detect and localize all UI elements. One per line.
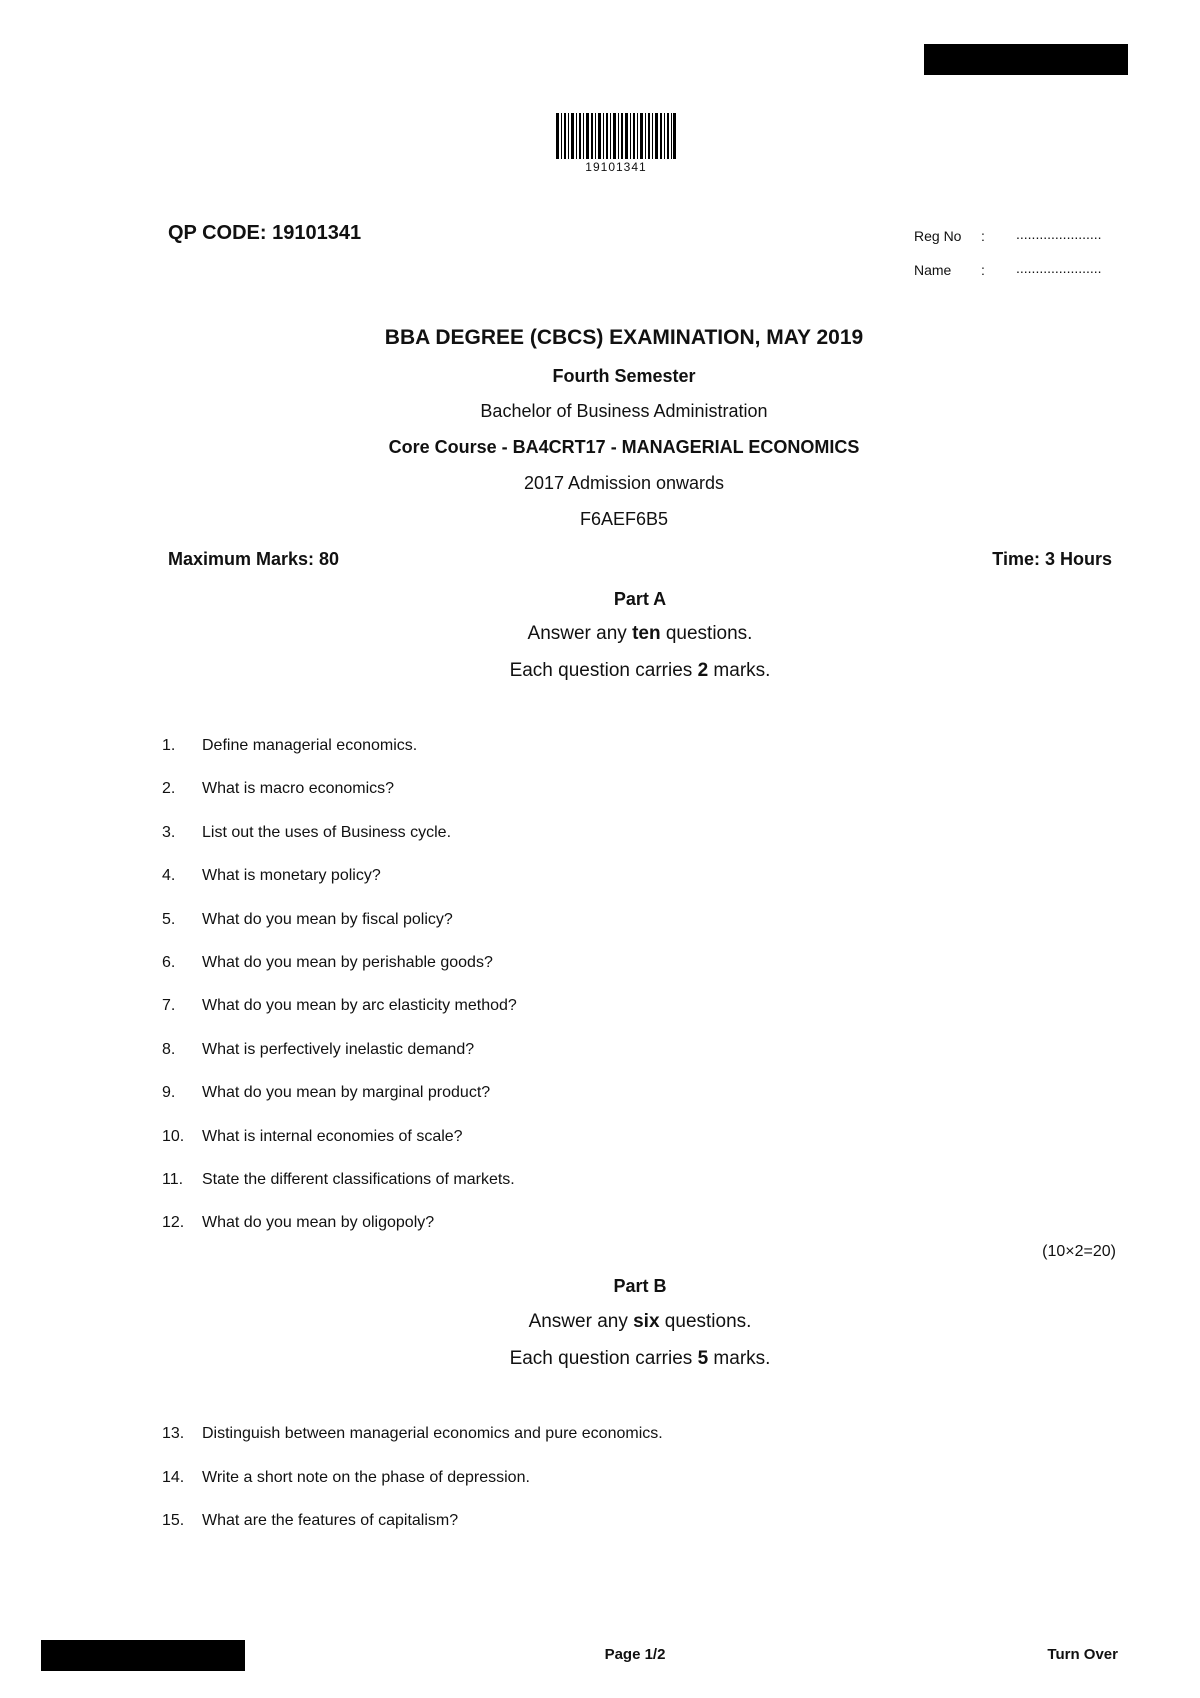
- name-colon: :: [981, 262, 985, 278]
- question-item: [162, 997, 517, 1015]
- question-number: 4.: [162, 867, 176, 884]
- reg-no-colon: :: [981, 228, 985, 244]
- barcode-number: 19101341: [585, 160, 647, 174]
- question-number: 7.: [162, 997, 176, 1014]
- part-a-marks-note: [40, 660, 1200, 682]
- redaction-top-right: [924, 44, 1128, 75]
- question-number: 6.: [162, 954, 176, 971]
- question-item: [162, 1469, 530, 1487]
- part-a-marks-post: marks.: [708, 660, 771, 681]
- part-a-instruction: [40, 623, 1200, 645]
- question-text: What is internal economies of scale?: [202, 1128, 463, 1145]
- question-text: What are the features of capitalism?: [202, 1512, 459, 1529]
- part-b-instruction-count: six: [633, 1311, 660, 1332]
- part-a-title: Part A: [613, 589, 667, 609]
- part-a-marks-pre: Each question carries: [509, 660, 698, 681]
- question-item: [162, 780, 394, 798]
- question-text: What do you mean by perishable goods?: [202, 954, 493, 971]
- question-text: List out the uses of Business cycle.: [202, 824, 452, 841]
- admission: 2017 Admission onwards: [523, 473, 725, 493]
- question-number: 9.: [162, 1084, 176, 1101]
- question-number: 8.: [162, 1041, 176, 1058]
- part-a-instruction-count: ten: [632, 623, 661, 644]
- question-item: [162, 1214, 434, 1232]
- part-a-marks-value: 2: [697, 660, 709, 681]
- question-number: 2.: [162, 780, 176, 797]
- question-number: 13.: [162, 1425, 185, 1442]
- question-text: Distinguish between managerial economics and pure economics.: [202, 1425, 663, 1442]
- part-a-instruction-post: questions.: [660, 623, 753, 644]
- question-text: Define managerial economics.: [202, 737, 418, 754]
- question-item: [162, 1512, 458, 1530]
- question-text: What do you mean by arc elasticity method?: [202, 997, 517, 1014]
- part-b-title: Part B: [613, 1276, 667, 1296]
- question-item: [162, 954, 493, 972]
- course-title: Core Course - BA4CRT17 - MANAGERIAL ECONOMICS: [388, 437, 860, 457]
- qp-code: QP CODE: 19101341: [168, 222, 362, 244]
- question-text: What do you mean by oligopoly?: [202, 1214, 435, 1231]
- semester: Fourth Semester: [552, 366, 696, 386]
- question-text: State the different classifications of markets.: [202, 1171, 515, 1188]
- page-number: Page 1/2: [604, 1646, 666, 1663]
- question-item: [162, 1041, 474, 1059]
- part-b-instruction: [40, 1311, 1200, 1333]
- question-item: [162, 1084, 490, 1102]
- program: Bachelor of Business Administration: [480, 401, 768, 421]
- reg-no-field[interactable]: ......................: [1016, 226, 1102, 242]
- question-text: What is monetary policy?: [202, 867, 381, 884]
- question-number: 3.: [162, 824, 176, 841]
- question-text: What is macro economics?: [202, 780, 395, 797]
- question-item: [162, 911, 453, 929]
- name-label: Name: [914, 262, 952, 278]
- question-text: Write a short note on the phase of depression.: [202, 1469, 530, 1486]
- question-item: [162, 867, 381, 885]
- question-number: 12.: [162, 1214, 185, 1231]
- paper-code: F6AEF6B5: [579, 509, 669, 529]
- exam-title: BBA DEGREE (CBCS) EXAMINATION, MAY 2019: [384, 326, 864, 349]
- question-item: [162, 737, 417, 755]
- part-b-marks-value: 5: [697, 1348, 709, 1369]
- part-b-marks-note: [40, 1348, 1200, 1370]
- part-b-instruction-post: questions.: [659, 1311, 752, 1332]
- maximum-marks: Maximum Marks: 80: [168, 549, 340, 569]
- question-number: 15.: [162, 1512, 185, 1529]
- turn-over: Turn Over: [1047, 1646, 1118, 1663]
- part-b-instruction-pre: Answer any: [528, 1311, 634, 1332]
- question-item: [162, 824, 451, 842]
- barcode-image: [556, 113, 676, 159]
- question-item: [162, 1425, 663, 1443]
- question-text: What do you mean by fiscal policy?: [202, 911, 453, 928]
- question-number: 10.: [162, 1128, 185, 1145]
- part-a-instruction-pre: Answer any: [527, 623, 633, 644]
- question-text: What is perfectively inelastic demand?: [202, 1041, 475, 1058]
- question-number: 5.: [162, 911, 176, 928]
- reg-no-label: Reg No: [914, 228, 962, 244]
- part-b-marks-post: marks.: [708, 1348, 771, 1369]
- name-field[interactable]: ......................: [1016, 260, 1102, 276]
- exam-time: Time: 3 Hours: [992, 549, 1112, 569]
- question-number: 1.: [162, 737, 176, 754]
- question-text: What do you mean by marginal product?: [202, 1084, 491, 1101]
- question-item: [162, 1171, 515, 1189]
- question-number: 14.: [162, 1469, 185, 1486]
- question-number: 11.: [162, 1171, 184, 1188]
- part-b-marks-pre: Each question carries: [509, 1348, 698, 1369]
- question-item: [162, 1128, 463, 1146]
- part-a-marks-total: (10×2=20): [1042, 1243, 1116, 1260]
